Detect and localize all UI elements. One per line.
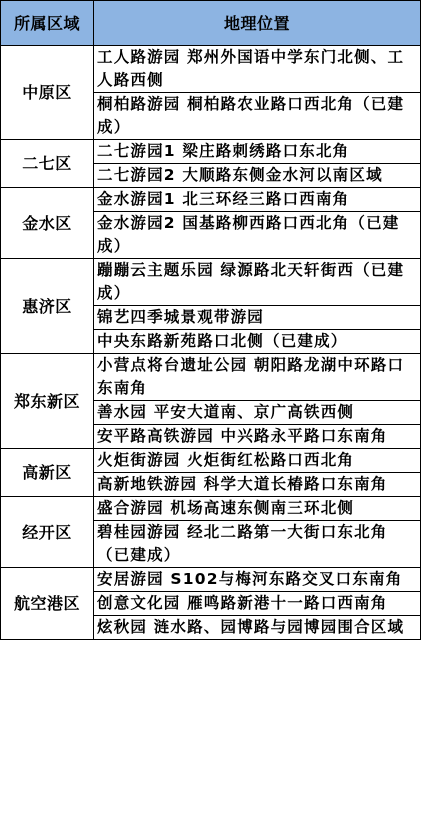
district-cell: 高新区 (1, 449, 94, 497)
district-cell: 郑东新区 (1, 354, 94, 449)
district-cell: 二七区 (1, 140, 94, 188)
table-row (1, 497, 421, 521)
location-cell: 碧桂园游园 经北二路第一大街口东北角（已建成） (94, 521, 421, 568)
district-cell: 惠济区 (1, 259, 94, 354)
location-cell: 金水游园2 国基路柳西路口西北角（已建成） (94, 212, 421, 259)
header-row (1, 1, 421, 46)
location-cell: 炫秋园 涟水路、园博路与园博园围合区域 (94, 616, 421, 640)
district-cell: 经开区 (1, 497, 94, 568)
table-row (1, 259, 421, 306)
table-row (1, 46, 421, 93)
location-cell: 高新地铁游园 科学大道长椿路口东南角 (94, 473, 421, 497)
table-body (1, 46, 421, 640)
location-cell: 火炬街游园 火炬街红松路口西北角 (94, 449, 421, 473)
table-header (1, 1, 421, 46)
location-cell: 安居游园 S102与梅河东路交叉口东南角 (94, 568, 421, 592)
location-cell: 创意文化园 雁鸣路新港十一路口西南角 (94, 592, 421, 616)
location-cell: 二七游园1 梁庄路刺绣路口东北角 (94, 140, 421, 164)
location-cell: 蹦蹦云主题乐园 绿源路北天轩街西（已建成） (94, 259, 421, 306)
district-cell: 金水区 (1, 188, 94, 259)
location-cell: 善水园 平安大道南、京广高铁西侧 (94, 401, 421, 425)
table-row (1, 354, 421, 401)
table-row (1, 188, 421, 212)
location-cell: 工人路游园 郑州外国语中学东门北侧、工人路西侧 (94, 46, 421, 93)
location-cell: 二七游园2 大顺路东侧金水河以南区域 (94, 164, 421, 188)
district-cell: 中原区 (1, 46, 94, 140)
table-row (1, 449, 421, 473)
location-cell: 小营点将台遗址公园 朝阳路龙湖中环路口东南角 (94, 354, 421, 401)
location-cell: 安平路高铁游园 中兴路永平路口东南角 (94, 425, 421, 449)
table-row (1, 140, 421, 164)
location-cell: 盛合游园 机场高速东侧南三环北侧 (94, 497, 421, 521)
location-cell: 金水游园1 北三环经三路口西南角 (94, 188, 421, 212)
location-cell: 桐柏路游园 桐柏路农业路口西北角（已建成） (94, 93, 421, 140)
location-cell: 中央东路新苑路口北侧（已建成） (94, 330, 421, 354)
district-column-header: 所属区域 (1, 1, 94, 46)
location-cell: 锦艺四季城景观带游园 (94, 306, 421, 330)
location-column-header: 地理位置 (94, 1, 421, 46)
district-cell: 航空港区 (1, 568, 94, 640)
table-row (1, 568, 421, 592)
